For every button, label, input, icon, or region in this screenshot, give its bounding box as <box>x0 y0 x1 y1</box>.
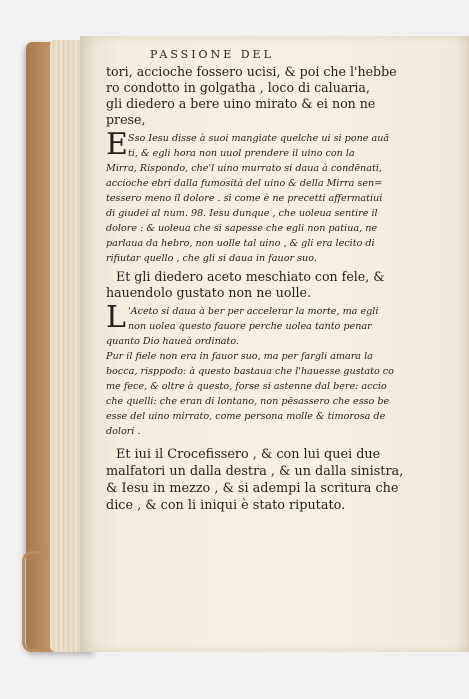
gloss1-line: Sso Iesu disse à suoi mangiate quelche ui si pone auā <box>128 133 390 144</box>
gloss1-line: di giudei al num. 98. Iesu dunque , che uoleua sentire il <box>106 208 378 219</box>
gloss2-line: 'Aceto si daua à ber per accelerar la morte, ma egli <box>128 306 379 317</box>
gloss2-line: non uolea questo fauore perche uolea tanto penar <box>128 321 372 332</box>
para3-line: Et iui il Crocefissero , & con lui quei due <box>116 447 381 462</box>
para3-line: malfatori un dalla destra , & un dalla sinistra, <box>106 464 404 479</box>
para2-line: Et gli diedero aceto meschiato con fele, & <box>116 269 385 284</box>
gloss2-line: esse del uino mirrato, come persona molle & timorosa de <box>106 411 386 422</box>
page-gutter-shadow <box>455 36 469 652</box>
gloss2-line: bocca, risppodo: à questo bastaua che l'hauesse gustato co <box>106 366 394 377</box>
gloss2-line: quanto Dio haueà ordinato. <box>106 336 239 347</box>
gloss1-line: parlaua da hebro, non uolle tal uino , & gli era lecito di <box>106 238 375 249</box>
page-text <box>106 64 446 514</box>
para3-line: & Iesu in mezzo , & si adempi la scritura che <box>106 481 399 496</box>
gloss2 <box>106 300 446 439</box>
gloss1-line: ti, & egli hora non uuol prendere il uino con la <box>128 148 355 159</box>
gloss1-line: tessero meno il dolore . si come è ne precetti affermatiui <box>106 193 383 204</box>
gloss2-line: che quelli: che eran di lontano, non pēsassero che esso be <box>106 396 390 407</box>
gloss1-line: rifiutar quello , che gli si daua in fauor suo. <box>106 253 317 264</box>
gloss2-line: dolori . <box>106 426 141 437</box>
para2-line: hauendolo gustato non ne uolle. <box>106 285 311 300</box>
running-head: PASSIONE DEL <box>150 48 274 61</box>
gloss2-line: me fece, & oltre à questo, forse si astenne dal bere: accio <box>106 381 387 392</box>
dropcap-e: E <box>106 127 128 162</box>
gloss2-line: Pur il fiele non era in fauor suo, ma per fargli amara la <box>106 351 373 362</box>
para1-line: prese, <box>106 112 146 127</box>
para1-line: ro condotto in golgatha , loco di caluaria, <box>106 80 370 95</box>
leather-tie <box>22 551 41 652</box>
gloss1 <box>106 127 446 266</box>
dropcap-l: L <box>106 300 126 335</box>
para3-line: dice , & con li iniqui è stato riputato. <box>106 498 346 513</box>
gloss1-line: Mirra, Rispondo, che'l uino murrato si daua à condēnati, <box>106 163 382 174</box>
para1-line: tori, accioche fossero ucisi, & poi che l'hebbe <box>106 64 397 79</box>
gloss1-line: dolore : & uoleua che si sapesse che egli non patiua, ne <box>106 223 378 234</box>
para1-line: gli diedero a bere uino mirato & ei non ne <box>106 96 376 111</box>
gloss1-line: accioche ebri dalla fumosità del uino & della Mirra sen= <box>106 178 383 189</box>
